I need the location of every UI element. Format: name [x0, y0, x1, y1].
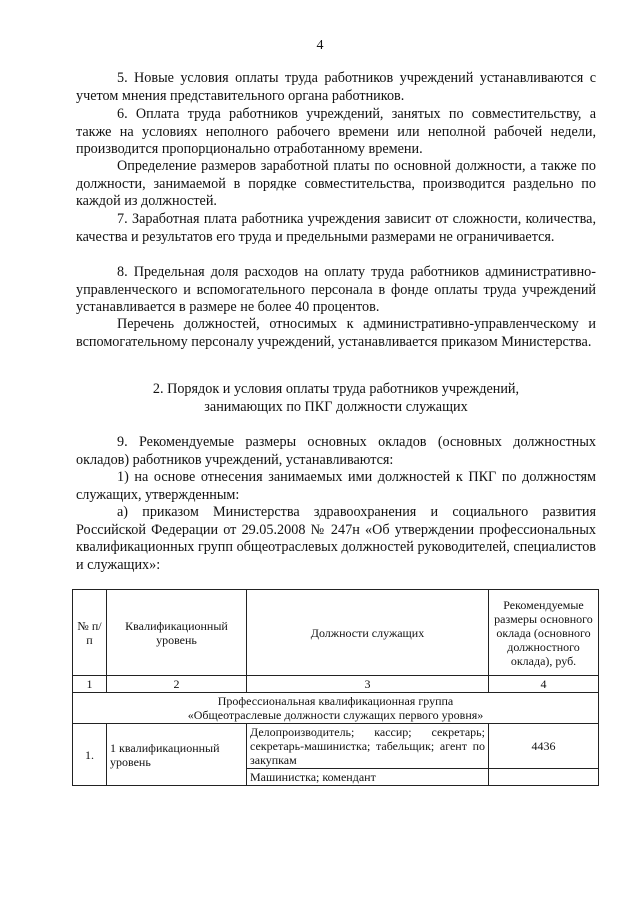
row-positions-2: Машинистка; комендант — [247, 769, 489, 786]
paragraph-6: 6. Оплата труда работников учреждений, занятых по совместительству, а также на условиях неполного рабочего времени или неполной рабочей недели, производится пропорционально отработанному времени. — [76, 106, 596, 157]
row-qualification-level: 1 квалификационный уровень — [107, 724, 247, 786]
row-positions-1: Делопроизводитель; кассир; секретарь; секретарь-машинистка; табельщик; агент по закупкам — [247, 724, 489, 769]
paragraph-8: 8. Предельная доля расходов на оплату труда работников административно-управленческого и вспомогательного персонала в фонде оплаты труда учреждений устанавливается в размере не более 40 процентов. — [76, 264, 596, 315]
group-title — [73, 693, 599, 724]
table-header-row — [73, 590, 599, 676]
group-title-line2: «Общеотраслевые должности служащих первого уровня» — [187, 708, 484, 722]
column-number-2: 2 — [107, 676, 247, 693]
header-number: № п/п — [73, 590, 107, 676]
section-heading — [76, 380, 596, 416]
row-salary: 4436 — [489, 724, 599, 769]
paragraph-9: 9. Рекомендуемые размеры основных окладов (основных должностных окладов) работников учреждений, устанавливаются: — [76, 434, 596, 468]
qualification-table — [72, 589, 599, 786]
header-positions: Должности служащих — [247, 590, 489, 676]
section-heading-line2: занимающих по ПКГ должности служащих — [204, 399, 468, 415]
column-number-3: 3 — [247, 676, 489, 693]
page-number: 4 — [316, 38, 324, 53]
header-qualification-level: Квалификационный уровень — [107, 590, 247, 676]
row-number: 1. — [73, 724, 107, 786]
column-number-1: 1 — [73, 676, 107, 693]
table-row — [73, 724, 599, 769]
paragraph-7: 7. Заработная плата работника учреждения зависит от сложности, количества, качества и результатов его труда и предельными размерами не ограничивается. — [76, 211, 596, 245]
paragraph-salary-determination: Определение размеров заработной платы по основной должности, а также по должности, занимаемой в порядке совместительства, производится раздельно по каждой из должностей. — [76, 158, 596, 209]
column-number-4: 4 — [489, 676, 599, 693]
header-salary: Рекомендуемые размеры основного оклада (основного должностного оклада), руб. — [489, 590, 599, 676]
paragraph-9-1-a: а) приказом Министерства здравоохранения и социального развития Российской Федерации от 29.05.2008 № 247н «Об утверждении профессиональных квалификационных групп общеотраслевых должностей руководителей, специалистов и служащих»: — [76, 504, 596, 573]
table-group-row — [73, 693, 599, 724]
paragraph-list-positions: Перечень должностей, относимых к административно-управленческому и вспомогательному персоналу учреждений, устанавливается приказом Министерства. — [76, 316, 596, 350]
group-title-line1: Профессиональная квалификационная группа — [217, 694, 454, 708]
row-salary-empty — [489, 769, 599, 786]
table-column-numbers-row — [73, 676, 599, 693]
paragraph-9-1: 1) на основе отнесения занимаемых ими должностей к ПКГ по должностям служащих, утвержденным: — [76, 469, 596, 503]
paragraph-5: 5. Новые условия оплаты труда работников учреждений устанавливаются с учетом мнения представительного органа работников. — [76, 70, 596, 104]
section-heading-line1: 2. Порядок и условия оплаты труда работников учреждений, — [152, 381, 520, 397]
